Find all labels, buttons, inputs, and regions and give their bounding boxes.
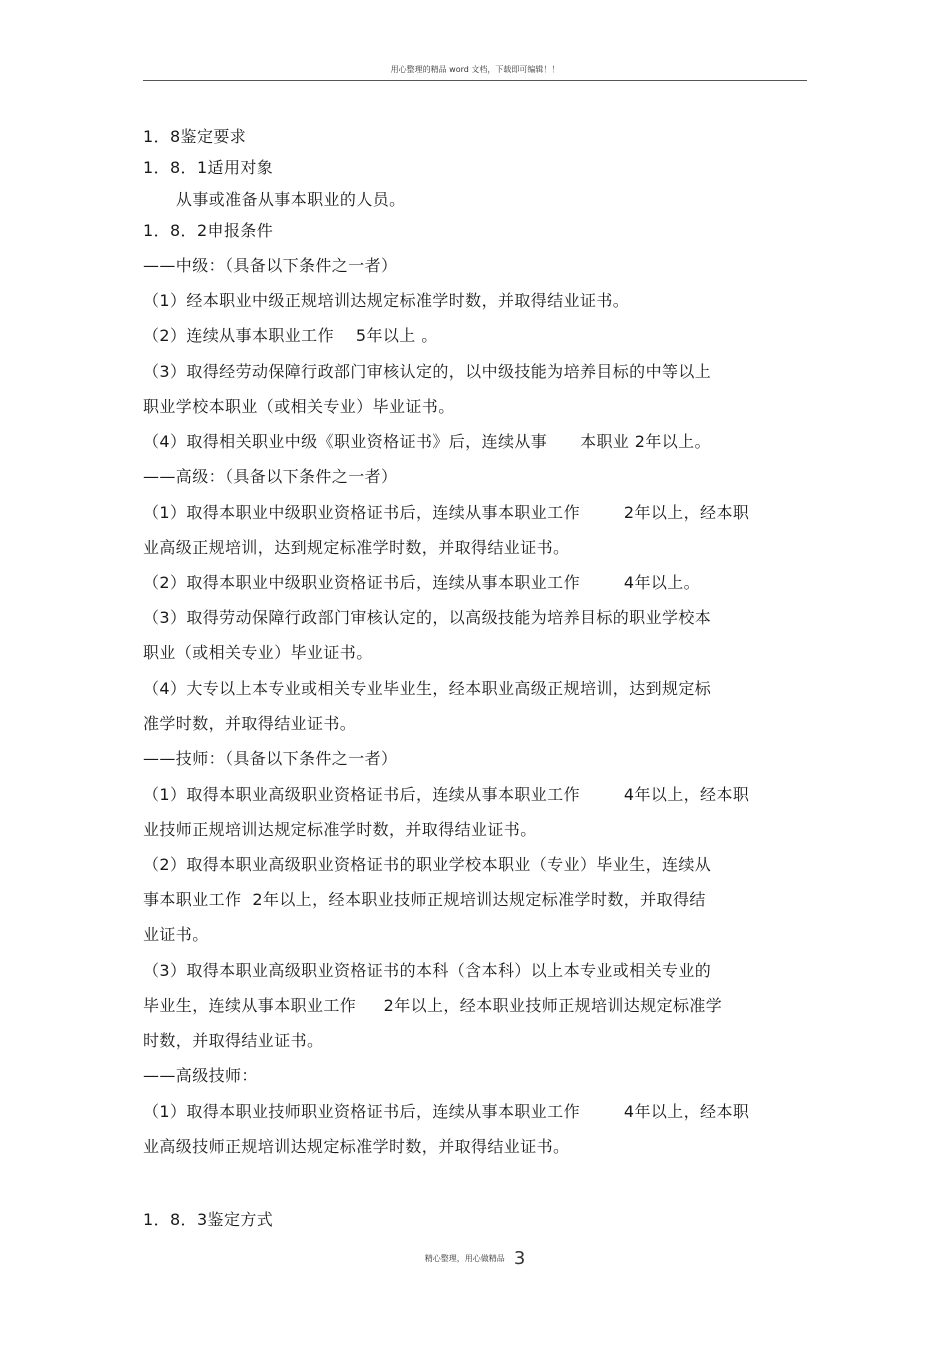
subsection-heading: 1．8．1适用对象: [143, 158, 274, 177]
header-rule: [143, 80, 807, 81]
footer-text: 精心整理，用心做精品: [424, 1254, 505, 1263]
paragraph-line: 业高级正规培训，达到规定标准学时数，并取得结业证书。: [143, 538, 570, 557]
paragraph-line: 毕业生，连续从事本职业工作 2年以上，经本职业技师正规培训达规定标准学: [143, 996, 723, 1015]
paragraph-line: （1）取得本职业高级职业资格证书后，连续从事本职业工作 4年以上，经本职: [143, 785, 750, 804]
paragraph-line: （4）取得相关职业中级《职业资格证书》后，连续从事 本职业 2年以上。: [143, 432, 711, 451]
paragraph-line: 事本职业工作 2年以上，经本职业技师正规培训达规定标准学时数，并取得结: [143, 890, 706, 909]
paragraph-line: （1）经本职业中级正规培训达规定标准学时数，并取得结业证书。: [143, 291, 630, 310]
paragraph-line: 职业学校本职业（或相关专业）毕业证书。: [143, 397, 455, 416]
level-heading: ——中级：（具备以下条件之一者）: [143, 256, 398, 275]
paragraph-line: （2）取得本职业中级职业资格证书后，连续从事本职业工作 4年以上。: [143, 573, 701, 592]
paragraph-line: （1）取得本职业中级职业资格证书后，连续从事本职业工作 2年以上，经本职: [143, 503, 750, 522]
level-heading: ——高级技师：: [143, 1066, 258, 1085]
paragraph-line: （3）取得劳动保障行政部门审核认定的，以高级技能为培养目标的职业学校本: [143, 608, 712, 627]
page-footer: [0, 1248, 950, 1269]
paragraph-line: 准学时数，并取得结业证书。: [143, 714, 357, 733]
paragraph-line: （4）大专以上本专业或相关专业毕业生，经本职业高级正规培训，达到规定标: [143, 679, 712, 698]
level-heading: ——技师：（具备以下条件之一者）: [143, 749, 398, 768]
paragraph-line: （2）取得本职业高级职业资格证书的职业学校本职业（专业）毕业生，连续从: [143, 855, 712, 874]
subsection-heading: 1．8．3鉴定方式: [143, 1210, 274, 1229]
paragraph-line: 从事或准备从事本职业的人员。: [143, 190, 406, 209]
paragraph-line: 业高级技师正规培训达规定标准学时数，并取得结业证书。: [143, 1137, 570, 1156]
paragraph-line: 职业（或相关专业）毕业证书。: [143, 643, 373, 662]
page-header: 用心整理的精品 word 文档，下载即可编辑！！: [390, 65, 560, 74]
page-number: 3: [513, 1248, 526, 1269]
paragraph-line: 业技师正规培训达规定标准学时数，并取得结业证书。: [143, 820, 537, 839]
subsection-heading: 1．8．2申报条件: [143, 221, 274, 240]
paragraph-line: 时数，并取得结业证书。: [143, 1031, 324, 1050]
paragraph-line: （3）取得经劳动保障行政部门审核认定的，以中级技能为培养目标的中等以上: [143, 362, 712, 381]
paragraph-line: 业证书。: [143, 925, 209, 944]
paragraph-line: （3）取得本职业高级职业资格证书的本科（含本科）以上本专业或相关专业的: [143, 961, 712, 980]
section-heading: 1．8鉴定要求: [143, 127, 247, 146]
level-heading: ——高级：（具备以下条件之一者）: [143, 467, 398, 486]
paragraph-line: （1）取得本职业技师职业资格证书后，连续从事本职业工作 4年以上，经本职: [143, 1102, 750, 1121]
paragraph-line: （2）连续从事本职业工作 5年以上 。: [143, 326, 438, 345]
